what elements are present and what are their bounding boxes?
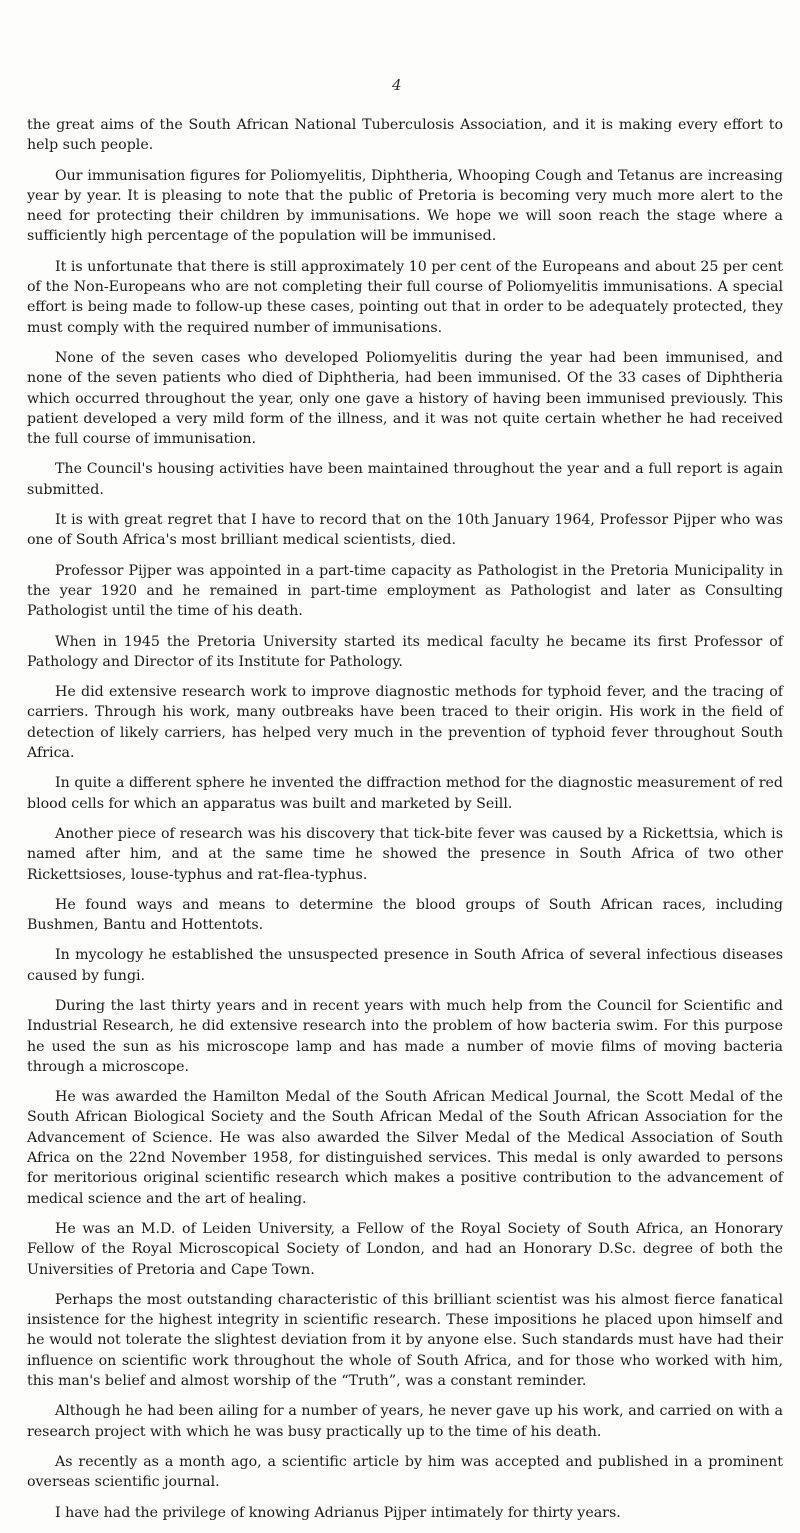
paragraph-integrity: Perhaps the most outstanding characteristic of this brilliant scientist was his almost fierce fanatical insistence for the highest integrity in scientific research. These impositions he placed upon himself and he would not tolerate the slightest deviation from it by anyone else. Such standards must have had their influence on scientific work throughout the whole of South Africa, and for those who worked with him, this man's belief and almost worship of the “Truth”, was a constant reminder.	[27, 1291, 783, 1390]
paragraph-rickettsia: Another piece of research was his discovery that tick-bite fever was caused by a Rickettsia, which is named after him, and at the same time he showed the presence in South Africa of two other Rickettsioses, louse-typhus and rat-flea-typhus.	[27, 825, 783, 883]
paragraph-degrees: He was an M.D. of Leiden University, a Fellow of the Royal Society of South Africa, an Honorary Fellow of the Royal Microscopical Society of London, and had an Honorary D.Sc. degree of both the Universities of Pretoria and Cape Town.	[27, 1220, 783, 1278]
paragraph-continuation: the great aims of the South African National Tuberculosis Association, and it is making every effort to help such people.	[27, 117, 783, 154]
paragraph-poliomyelitis-diphtheria-cases: None of the seven cases who developed Poliomyelitis during the year had been immunised, and none of the seven patients who died of Diphtheria, had been immunised. Of the 33 cases of Diphtheria which occurred throughout the year, only one gave a history of having been immunised previously. This patient developed a very mild form of the illness, and it was not quite certain whether he had received the full course of immunisation.	[27, 349, 783, 448]
paragraph-obituary-intro: It is with great regret that I have to record that on the 10th January 1964, Professor Pijper who was one of South Africa's most brilliant medical scientists, died.	[27, 512, 783, 549]
paragraph-appointment: Professor Pijper was appointed in a part-time capacity as Pathologist in the Pretoria Municipality in the year 1920 and he remained in part-time employment as Pathologist and later as Consulting Pathologist until the time of his death.	[27, 562, 783, 620]
paragraph-medals: He was awarded the Hamilton Medal of the South African Medical Journal, the Scott Medal of the South African Biological Society and the South African Medal of the South African Association for the Advancement of Science. He was also awarded the Silver Medal of the Medical Association of South Africa on the 22nd November 1958, for distinguished services. This medal is only awarded to persons for meritorious original scientific research which makes a positive contribution to the advancement of medical science and the art of healing.	[27, 1089, 783, 1207]
paragraph-blood-groups: He found ways and means to determine the blood groups of South African races, including Bushmen, Bantu and Hottentots.	[27, 896, 783, 934]
paragraph-incomplete-immunisation: It is unfortunate that there is still approximately 10 per cent of the Europeans and about 25 per cent of the Non-Europeans who are not completing their full course of Poliomyelitis immunisations. A special effort is being made to follow-up these cases, pointing out that in order to be adequately protected, they must comply with the required number of immunisations.	[27, 258, 783, 336]
paragraph-bacteria-swim: During the last thirty years and in recent years with much help from the Council for Scientific and Industrial Research, he did extensive research into the problem of how bacteria swim. For this purpose he used the sun as his microscope lamp and has made a number of movie films of moving bacteria through a microscope.	[27, 997, 783, 1075]
paragraph-mycology: In mycology he established the unsuspected presence in South Africa of several infectious diseases caused by fungi.	[27, 947, 783, 984]
paragraph-diffraction-method: In quite a different sphere he invented the diffraction method for the diagnostic measurement of red blood cells for which an apparatus was built and marketed by Seill.	[27, 775, 783, 812]
paragraph-typhoid-research: He did extensive research work to improve diagnostic methods for typhoid fever, and the tracing of carriers. Through his work, many outbreaks have been traced to their origin. His work in the field of detection of likely carriers, has helped very much in the prevention of typhoid fever throughout South Africa.	[27, 684, 783, 762]
paragraph-immunisation-figures: Our immunisation figures for Poliomyelitis, Diphtheria, Whooping Cough and Tetanus are increasing year by year. It is pleasing to note that the public of Pretoria is becoming very much more alert to the need for protecting their children by immunisations. We hope we will soon reach the stage where a sufficiently high percentage of the population will be immunised.	[27, 167, 783, 245]
paragraph-privilege: I have had the privilege of knowing Adrianus Pijper intimately for thirty years.	[55, 1504, 621, 1521]
paragraph-recent-article: As recently as a month ago, a scientific article by him was accepted and published in a prominent overseas scientific journal.	[27, 1453, 783, 1491]
page-number: 4	[392, 76, 402, 94]
paragraph-university: When in 1945 the Pretoria University started its medical faculty he became its first Professor of Pathology and Director of its Institute for Pathology.	[27, 633, 783, 670]
body-text	[27, 115, 783, 1533]
paragraph-housing: The Council's housing activities have been maintained throughout the year and a full report is again submitted.	[27, 461, 783, 498]
paragraph-ailing: Although he had been ailing for a number of years, he never gave up his work, and carried on with a research project with which he was busy practically up to the time of his death.	[27, 1403, 783, 1440]
